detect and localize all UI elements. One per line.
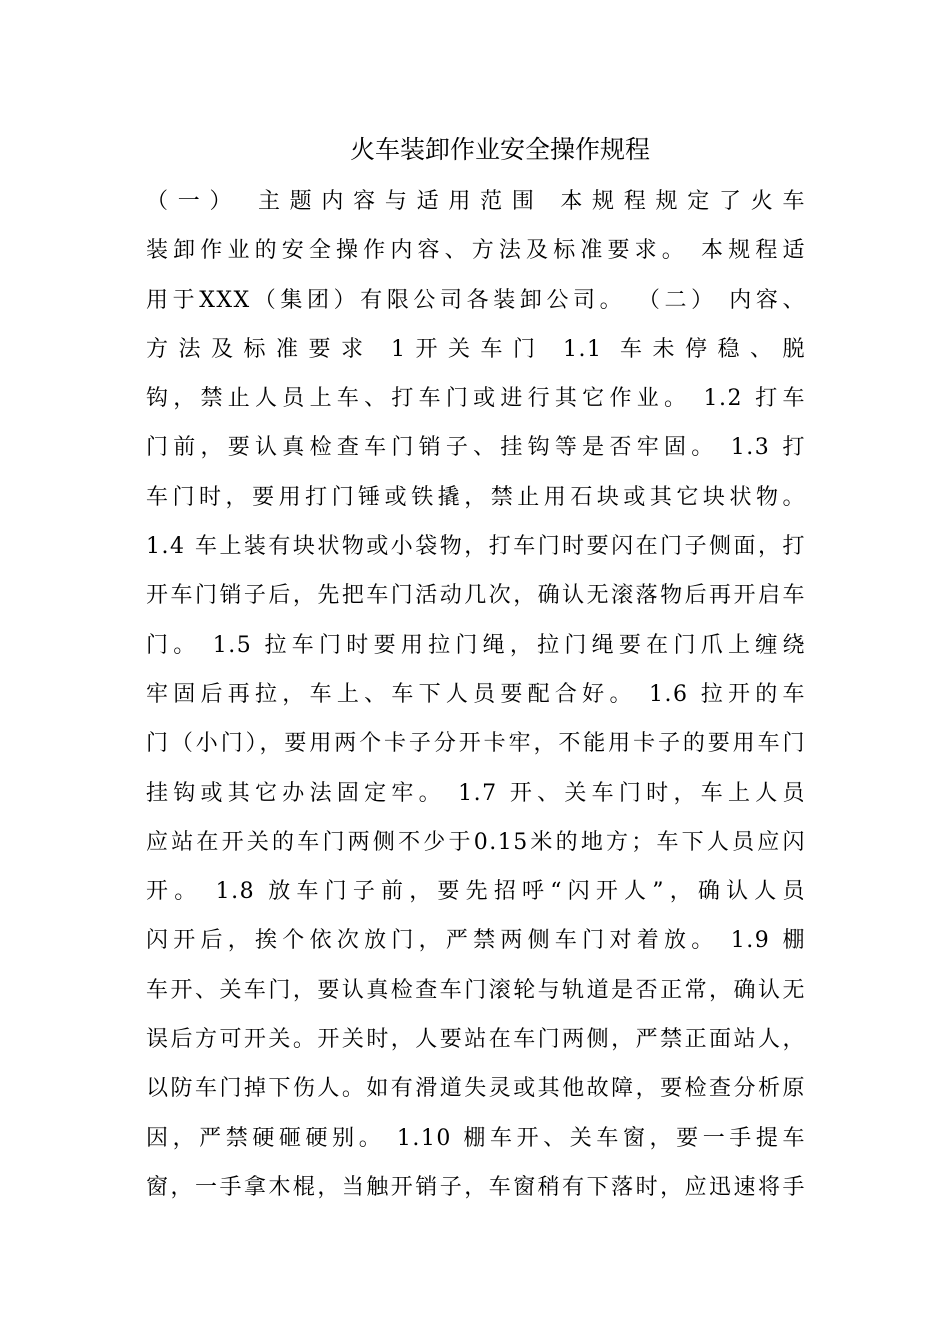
body-line: 装卸作业的安全操作内容、方法及标准要求。 本规程适 [146,238,806,264]
body-line: 挂钩或其它办法固定牢。 1.7 开、关车门时，车上人员 [146,780,806,806]
body-line: 门。 1.5 拉车门时要用拉门绳，拉门绳要在门爪上缠绕 [146,632,806,658]
body-line: （一） 主题内容与适用范围 本规程规定了火车 [146,189,806,214]
body-line: 窗，一手拿木棍，当触开销子，车窗稍有下落时，应迅速将手 [146,1174,806,1200]
body-line: 门前，要认真检查车门销子、挂钩等是否牢固。 1.3 打 [146,435,806,461]
body-line: 1.4 车上装有块状物或小袋物，打车门时要闪在门子侧面，打 [146,534,806,560]
body-line: 门（小门），要用两个卡子分开卡牢，不能用卡子的要用车门 [146,731,806,757]
body-line: 应站在开关的车门两侧不少于0.15米的地方；车下人员应闪 [146,829,806,855]
body-line: 闪开后，挨个依次放门，严禁两侧车门对着放。 1.9 棚 [146,928,806,954]
body-line: 开车门销子后，先把车门活动几次，确认无滚落物后再开启车 [146,583,806,609]
body-line: 钩，禁止人员上车、打车门或进行其它作业。 1.2 打车 [146,386,806,412]
document-body [146,177,806,1212]
body-line: 以防车门掉下伤人。如有滑道失灵或其他故障，要检查分析原 [146,1076,806,1102]
body-line: 车门时，要用打门锤或铁撬，禁止用石块或其它块状物。 [146,484,806,510]
body-line: 误后方可开关。开关时，人要站在车门两侧，严禁正面站人， [146,1027,806,1053]
body-line: 方法及标准要求 1开关车门 1.1 车未停稳、脱 [146,336,806,362]
body-line: 用于XXX（集团）有限公司各装卸公司。 （二） 内容、 [146,287,806,313]
body-line: 因，严禁硬砸硬别。 1.10 棚车开、关车窗，要一手提车 [146,1125,806,1151]
body-line: 牢固后再拉，车上、车下人员要配合好。 1.6 拉开的车 [146,681,806,707]
body-line: 车开、关车门，要认真检查车门滚轮与轨道是否正常，确认无 [146,977,806,1003]
body-line: 开。 1.8 放车门子前，要先招呼“闪开人”，确认人员 [146,879,806,905]
document-title: 火车装卸作业安全操作规程 [349,135,650,164]
